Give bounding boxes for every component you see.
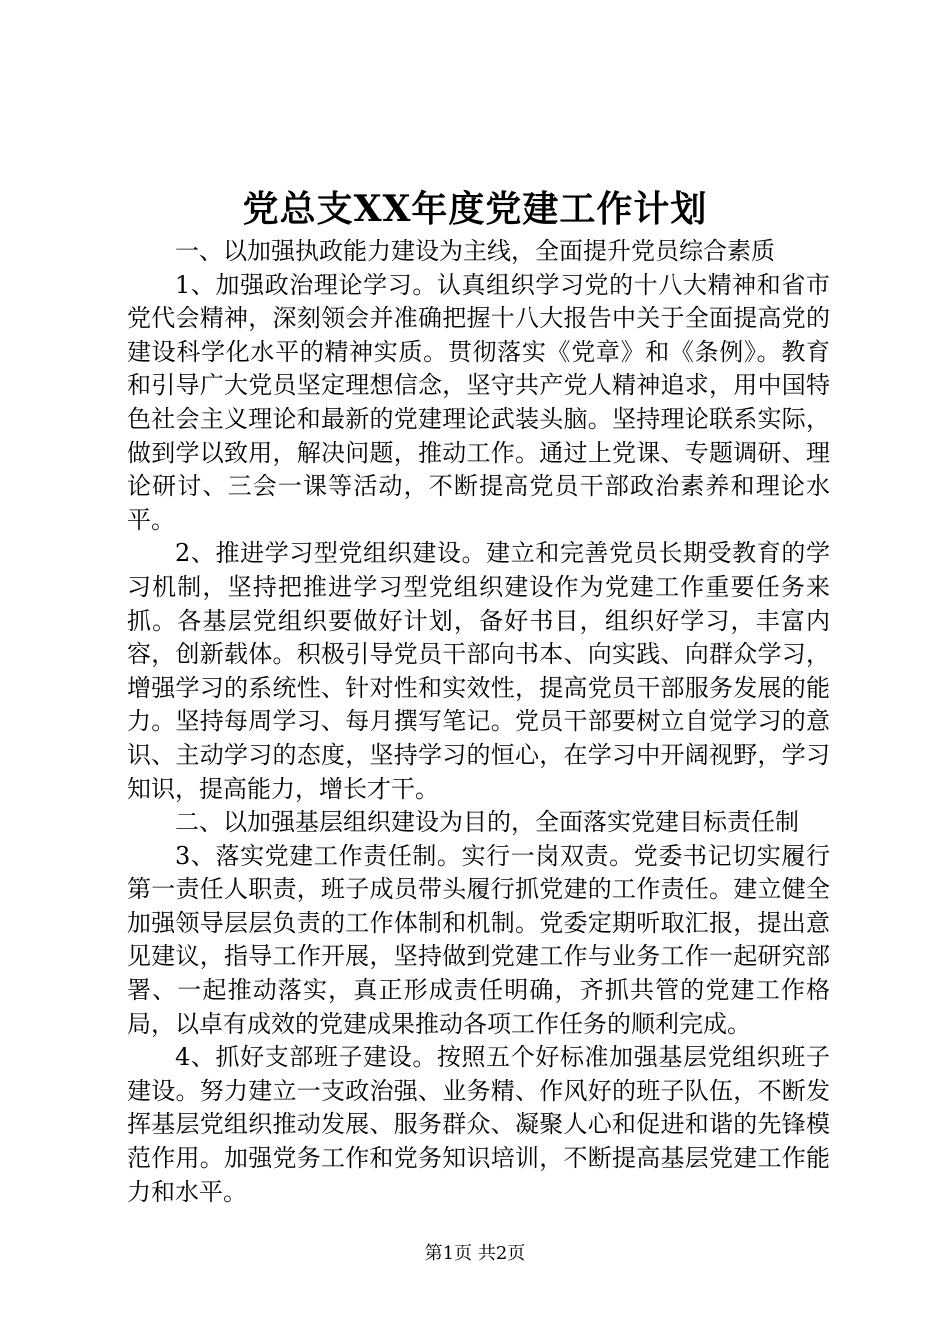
document-body (127, 235, 830, 1209)
page-total: 共2页 (477, 1243, 526, 1264)
section-heading-2: 二、以加强基层组织建设为目的，全面落实党建目标责任制 (175, 808, 799, 837)
page-footer (0, 1242, 950, 1266)
page-number: 第1页 (424, 1243, 473, 1264)
document-title: 党总支XX年度党建工作计划 (242, 188, 708, 230)
paragraph-3: 3、落实党建工作责任制。实行一岗双责。党委书记切实履行第一责任人职责，班子成员带头履行抓党建的工作责任。建立健全加强领导层层负责的工作体制和机制。党委定期听取汇报，提出意见建议，指导工作开展，坚持做到党建工作与业务工作一起研究部署、一起推动落实，真正形成责任明确，齐抓共管的党建工作格局，以卓有成效的党建成果推动各项工作任务的顺利完成。 (127, 841, 830, 1038)
paragraph-2: 2、推进学习型党组织建设。建立和完善党员长期受教育的学习机制，坚持把推进学习型党组织建设作为党建工作重要任务来抓。各基层党组织要做好计划，备好书目，组织好学习，丰富内容，创新载体。积极引导党员干部向书本、向实践、向群众学习，增强学习的系统性、针对性和实效性，提高党员干部服务发展的能力。坚持每周学习、每月撰写笔记。党员干部要树立自觉学习的意识、主动学习的态度，坚持学习的恒心，在学习中开阔视野，学习知识，提高能力，增长才干。 (127, 539, 830, 803)
paragraph-4: 4、抓好支部班子建设。按照五个好标准加强基层党组织班子建设。努力建立一支政治强、业务精、作风好的班子队伍，不断发挥基层党组织推动发展、服务群众、凝聚人心和促进和谐的先锋模范作用。加强党务工作和党务知识培训，不断提高基层党建工作能力和水平。 (127, 1043, 830, 1206)
section-heading-1: 一、以加强执政能力建设为主线，全面提升党员综合素质 (175, 237, 775, 265)
paragraph-1: 1、加强政治理论学习。认真组织学习党的十八大精神和省市党代会精神，深刻领会并准确把握十八大报告中关于全面提高党的建设科学化水平的精神实质。贯彻落实《党章》和《条例》。教育和引导广大党员坚定理想信念，坚守共产党人精神追求，用中国特色社会主义理论和最新的党建理论武装头脑。坚持理论联系实际，做到学以致用，解决问题，推动工作。通过上党课、专题调研、理论研讨、三会一课等活动，不断提高党员干部政治素养和理论水平。 (127, 270, 830, 534)
